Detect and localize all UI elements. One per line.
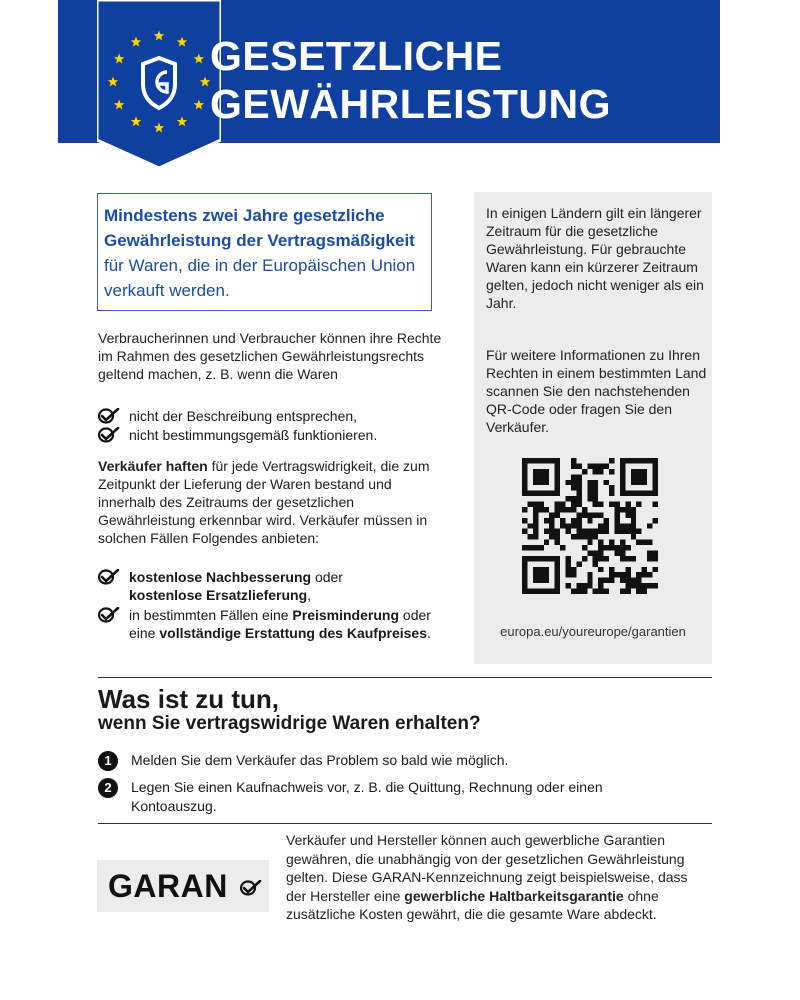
check-icon [98, 408, 120, 424]
garan-paragraph: Verkäufer und Hersteller können auch gewerbliche Garantien gewähren, die unabhängig von der gesetzlichen Gewährleistung gelten. Diese GARAN-Kennzeichnung zeigt beispielsweise, dass der Hersteller eine gewerbliche Haltbarkeitsgarantie ohne zusätzliche Kosten gewährt, die die gesamte Ware abdeckt. [286, 832, 688, 922]
check-icon [98, 607, 120, 623]
step-number: 2 [98, 778, 118, 798]
liability-paragraph: Verkäufer haften für jede Vertragswidrigkeit, die zum Zeitpunkt der Lieferung der Waren bestand und innerhalb des Zeitraums der gesetzlichen Gewährleistung erkennbar wird. Verkäufer müssen in solchen Fällen Folgendes anbieten: [98, 458, 430, 546]
check-icon [240, 880, 262, 896]
garan-logo-text: GARAN [108, 868, 228, 904]
check-icon [98, 427, 120, 443]
divider [98, 677, 712, 678]
rights-intro: Verbraucherinnen und Verbraucher können ihre Rechte im Rahmen des gesetzlichen Gewährleistungsrechts geltend machen, z. B. wenn die Waren [98, 330, 442, 382]
page-title: GESETZLICHE GEWÄHRLEISTUNG [210, 33, 612, 127]
side-paragraph-2: Für weitere Informationen zu Ihren Rechten in einem bestimmten Land scannen Sie den nachstehenden QR-Code oder fragen Sie den Verkäufer. [486, 347, 707, 435]
section-subtitle: wenn Sie vertragswidrige Waren erhalten? [98, 713, 481, 734]
eu-stars-shield-g-icon [97, 0, 221, 168]
side-paragraph-1: In einigen Ländern gilt ein längerer Zeitraum für die gesetzliche Gewährleistung. Für gebrauchte Waren kann ein kürzerer Zeitraum gelten, jedoch nicht weniger als ein Jahr. [486, 205, 704, 311]
step-number: 1 [98, 751, 118, 771]
qr-code[interactable] [522, 458, 658, 594]
section-title: Was ist zu tun, [98, 684, 280, 714]
divider [98, 823, 712, 824]
check-icon [98, 569, 120, 585]
intro-text: Mindestens zwei Jahre gesetzliche Gewährleistung der Vertragsmäßigkeit für Waren, die in der Europäischen Union verkauft werden. [104, 206, 416, 300]
europa-url[interactable]: europa.eu/youreurope/garantien [500, 624, 686, 639]
